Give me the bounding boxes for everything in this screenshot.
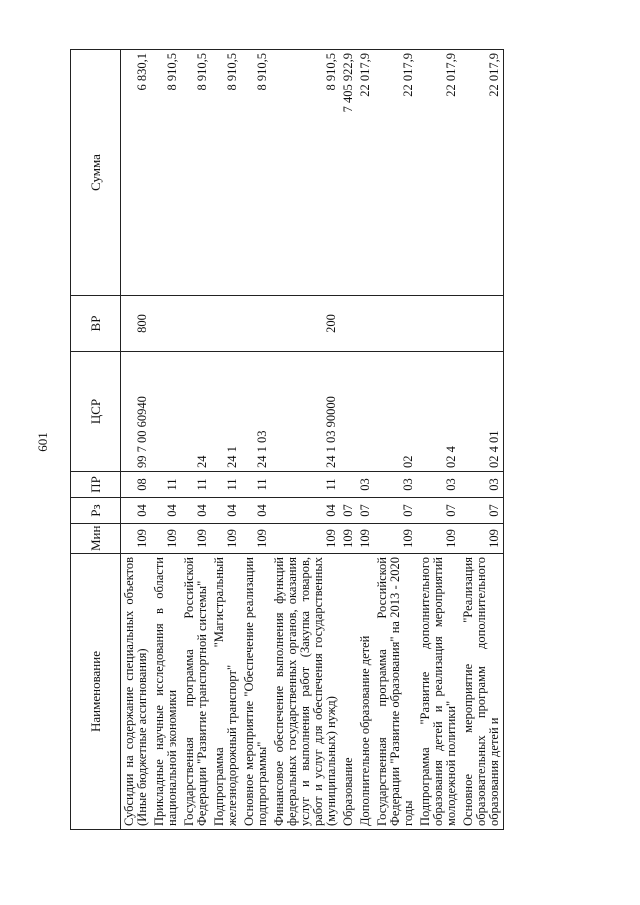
row-vr — [374, 296, 417, 352]
row-csr: 24 1 — [211, 352, 241, 472]
table-row — [417, 50, 460, 830]
table-row — [460, 50, 504, 830]
table-row — [211, 50, 241, 830]
row-rz: 04 — [121, 498, 152, 524]
row-pr: 11 — [211, 472, 241, 498]
row-vr — [340, 296, 357, 352]
row-vr — [460, 296, 504, 352]
table-row — [271, 50, 340, 830]
table-row — [151, 50, 181, 830]
row-rz: 07 — [374, 498, 417, 524]
row-sum: 8 910,5 — [271, 50, 340, 296]
row-min: 109 — [460, 524, 504, 554]
row-name: Прикладные научные исследования в области национальной экономики — [151, 554, 181, 830]
row-rz: 04 — [211, 498, 241, 524]
table-row — [181, 50, 211, 830]
row-csr: 99 7 00 60940 — [121, 352, 152, 472]
row-min: 109 — [340, 524, 357, 554]
row-pr: 11 — [181, 472, 211, 498]
row-name: Подпрограмма "Магистральный железнодорожный транспорт" — [211, 554, 241, 830]
table-row — [121, 50, 152, 830]
row-vr — [151, 296, 181, 352]
header-vr: ВР — [71, 296, 121, 352]
row-pr: 03 — [374, 472, 417, 498]
row-rz: 07 — [340, 498, 357, 524]
row-sum: 22 017,9 — [460, 50, 504, 296]
row-csr: 24 1 03 90000 — [271, 352, 340, 472]
row-csr — [340, 352, 357, 472]
header-sum: Сумма — [71, 50, 121, 296]
header-min: Мин — [71, 524, 121, 554]
row-min: 109 — [271, 524, 340, 554]
row-name: Подпрограмма "Развитие дополнительного образования детей и реализация мероприятий молодежной политики" — [417, 554, 460, 830]
row-pr: 11 — [241, 472, 271, 498]
row-name: Государственная программа Российской Федерации "Развитие образования" на 2013 - 2020 годы — [374, 554, 417, 830]
row-rz: 07 — [417, 498, 460, 524]
table-row — [340, 50, 357, 830]
row-sum: 22 017,9 — [357, 50, 374, 296]
row-rz: 04 — [241, 498, 271, 524]
row-sum: 8 910,5 — [151, 50, 181, 296]
budget-table — [70, 49, 504, 830]
row-vr — [417, 296, 460, 352]
row-min: 109 — [374, 524, 417, 554]
page-number: 601 — [35, 432, 50, 452]
row-csr: 24 — [181, 352, 211, 472]
row-vr — [181, 296, 211, 352]
row-sum: 8 910,5 — [211, 50, 241, 296]
row-min: 109 — [241, 524, 271, 554]
row-csr: 02 4 — [417, 352, 460, 472]
row-pr: 11 — [151, 472, 181, 498]
row-csr: 02 4 01 — [460, 352, 504, 472]
row-pr — [340, 472, 357, 498]
row-name: Финансовое обеспечение выполнения функций федеральных государственных органов, оказания услуг и выполнения работ (Закупка товаров, работ и услуг для обеспечения государственных (муниципальных) нужд) — [271, 554, 340, 830]
header-csr: ЦСР — [71, 352, 121, 472]
row-pr: 03 — [460, 472, 504, 498]
row-rz: 04 — [271, 498, 340, 524]
row-min: 109 — [181, 524, 211, 554]
row-csr: 24 1 03 — [241, 352, 271, 472]
row-rz: 07 — [460, 498, 504, 524]
row-min: 109 — [211, 524, 241, 554]
row-sum: 8 910,5 — [241, 50, 271, 296]
table-row — [357, 50, 374, 830]
row-min: 109 — [417, 524, 460, 554]
row-sum: 6 830,1 — [121, 50, 152, 296]
row-rz: 04 — [181, 498, 211, 524]
row-vr — [241, 296, 271, 352]
table-row — [374, 50, 417, 830]
row-pr: 03 — [417, 472, 460, 498]
row-rz: 04 — [151, 498, 181, 524]
header-pr: ПР — [71, 472, 121, 498]
row-sum: 22 017,9 — [374, 50, 417, 296]
row-vr — [357, 296, 374, 352]
row-min: 109 — [151, 524, 181, 554]
row-name: Основное мероприятие "Реализация образовательных программ дополнительного образования детей и — [460, 554, 504, 830]
row-sum: 8 910,5 — [181, 50, 211, 296]
row-vr: 200 — [271, 296, 340, 352]
row-sum: 7 405 922,9 — [340, 50, 357, 296]
row-pr: 11 — [271, 472, 340, 498]
header-rz: Рз — [71, 498, 121, 524]
row-name: Дополнительное образование детей — [357, 554, 374, 830]
row-vr: 800 — [121, 296, 152, 352]
row-vr — [211, 296, 241, 352]
row-pr: 03 — [357, 472, 374, 498]
row-csr — [357, 352, 374, 472]
row-min: 109 — [357, 524, 374, 554]
budget-table-container — [70, 50, 618, 830]
row-name: Субсидии на содержание специальных объектов (Иные бюджетные ассигнования) — [121, 554, 152, 830]
row-csr — [151, 352, 181, 472]
row-pr: 08 — [121, 472, 152, 498]
row-rz: 07 — [357, 498, 374, 524]
row-name: Государственная программа Российской Федерации "Развитие транспортной системы" — [181, 554, 211, 830]
row-sum: 22 017,9 — [417, 50, 460, 296]
table-header-row — [71, 50, 121, 830]
table-row — [241, 50, 271, 830]
row-name: Образование — [340, 554, 357, 830]
row-csr: 02 — [374, 352, 417, 472]
header-name: Наименование — [71, 554, 121, 830]
row-name: Основное мероприятие "Обеспечение реализации подпрограммы" — [241, 554, 271, 830]
row-min: 109 — [121, 524, 152, 554]
